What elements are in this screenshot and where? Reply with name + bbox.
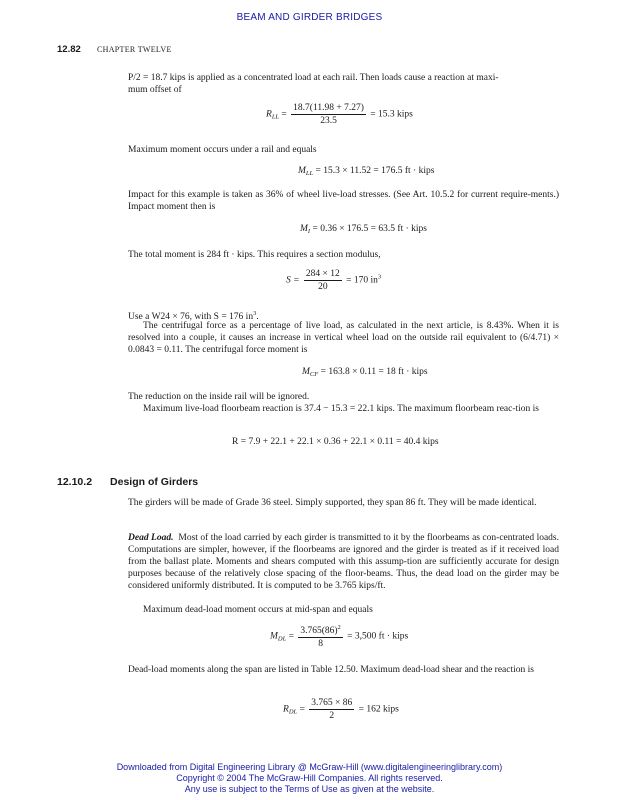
footer-copyright: Copyright © 2004 The McGraw-Hill Companies. All rights reserved. — [176, 773, 443, 783]
section-title: Design of Girders — [110, 476, 199, 488]
eq7-num-sup: 2 — [337, 624, 341, 631]
equation-m-i — [300, 224, 427, 235]
paragraph-1-line-1: P/2 = 18.7 kips is applied as a concentrated load at each rail. Then loads cause a reaction at maxi- — [128, 73, 499, 83]
eq1-sub: LL — [271, 113, 280, 121]
footer-terms: Any use is subject to the Terms of Use as given at the website. — [184, 784, 435, 794]
dead-load-lead: Dead Load. — [128, 533, 174, 543]
eq7-fraction — [298, 624, 342, 649]
eq8-lhs: R — [283, 704, 289, 715]
section-heading — [57, 476, 198, 488]
eq5-rhs: = 163.8 × 0.11 = 18 ft · kips — [318, 367, 428, 377]
eq4-lhs: S = — [286, 275, 300, 286]
eq2-lhs: M — [298, 166, 306, 176]
chapter-label: CHAPTER TWELVE — [97, 45, 172, 54]
p5-sup: 3 — [253, 310, 257, 317]
eq4-rhs: = 170 in — [346, 275, 378, 286]
equation-floorbeam-reaction: R = 7.9 + 22.1 + 22.1 × 0.36 + 22.1 × 0.11 = 40.4 kips — [232, 437, 439, 447]
eq2-sub: LL — [305, 170, 314, 177]
eq3-sub: I — [307, 228, 311, 235]
eq7-sub: DL — [277, 635, 287, 643]
equation-section-modulus — [286, 269, 381, 292]
paragraph-2: Maximum moment occurs under a rail and equals — [128, 145, 317, 155]
paragraph-7: The reduction on the inside rail will be ignored. — [128, 392, 310, 402]
eq2-rhs: = 15.3 × 11.52 = 176.5 ft · kips — [313, 166, 435, 176]
running-header-banner: BEAM AND GIRDER BRIDGES — [236, 12, 383, 23]
p10-text: Most of the load carried by each girder is transmitted to it by the floorbeams as con-centrated loads. Computations are simpler, however, if the floorbeams are ignored and the girder is treated as if it received load from the ballast plate. Moments and shears computed with this assump-tion are sufficiently accurate for design purposes because of the relatively close spacing of the floor-beams. Thus, the dead load on the girder may be considered uniformly distributed. It is computed to be 3.765 kips/ft. — [128, 533, 560, 591]
paragraph-1-line-2: mum offset of — [128, 85, 182, 95]
eq7-denominator: 8 — [318, 639, 323, 649]
eq8-numerator: 3.765 × 86 — [311, 698, 353, 708]
equation-m-dl: $M_{DL}$ = $\frac{3.765(86)^2}{8}$ = 3,500 ft · kips — [270, 624, 409, 649]
paragraph-10 — [128, 532, 559, 592]
p5-end: . — [256, 312, 259, 322]
paragraph-4: The total moment is 284 ft · kips. This requires a section modulus, — [128, 250, 381, 260]
eq4-numerator: 284 × 12 — [305, 269, 340, 279]
eq1-denominator: 23.5 — [320, 116, 337, 126]
eq4-denominator: 20 — [318, 282, 328, 292]
eq4-sup: 3 — [377, 273, 382, 281]
eq1-fraction — [291, 103, 366, 126]
eq7-num-text: 3.765(86) — [300, 626, 338, 636]
eq1-numerator: 18.7(11.98 + 7.27) — [293, 103, 364, 113]
eq7-rhs: = 3,500 ft · kips — [347, 631, 409, 642]
paragraph-8: Maximum live-load floorbeam reaction is 37.4 − 15.3 = 22.1 kips. The maximum floorbeam reac-tion is — [143, 404, 539, 414]
footer-notice — [0, 762, 619, 795]
eq5-sub: CF — [309, 371, 319, 378]
p5-text: Use a W24 × 76, with S = 176 in — [128, 312, 254, 322]
equation-m-cf — [302, 367, 428, 378]
equation-r-dl: $R_{DL}$ = $\frac{3.765 \times 86}{2}$ = 162 kips — [283, 698, 399, 721]
eq1-rhs: = 15.3 kips — [370, 109, 413, 120]
eq3-rhs: = 0.36 × 176.5 = 63.5 ft · kips — [310, 224, 427, 234]
paragraph-6: The centrifugal force as a percentage of live load, as calculated in the next article, is 8.43%. When it is resolved into a couple, it causes an increase in vertical wheel load on the outside rail equivalent to (6/4.71) × 0.0843 = 0.11. The centrifugal force moment is — [128, 321, 559, 355]
eq8-rhs: = 162 kips — [358, 704, 399, 715]
eq7-numerator — [298, 624, 342, 638]
eq3-lhs: M — [300, 224, 308, 234]
paragraph-12: Dead-load moments along the span are listed in Table 12.50. Maximum dead-load shear and the reaction is — [128, 665, 534, 675]
footer-download-link[interactable]: Downloaded from Digital Engineering Library @ McGraw-Hill (www.digitalengineeringlibrary.com) — [116, 762, 503, 772]
eq5-lhs: M — [302, 367, 310, 377]
equation-r-ll: $R_{LL}$ = $\frac{18.7(11.98 + 7.27)}{23.5}$ = 15.3 kips — [266, 103, 413, 126]
paragraph-9: The girders will be made of Grade 36 steel. Simply supported, they span 86 ft. They will be made identical. — [128, 498, 537, 508]
equation-m-ll — [298, 166, 434, 177]
section-number: 12.10.2 — [57, 476, 93, 488]
eq1-lhs: R — [266, 109, 272, 120]
paragraph-11: Maximum dead-load moment occurs at mid-span and equals — [143, 605, 373, 615]
paragraph-3: Impact for this example is taken as 36% of wheel live-load stresses. (See Art. 10.5.2 for current require-ments.) Impact moment then is — [128, 190, 559, 212]
eq8-fraction — [309, 698, 354, 721]
eq4-fraction — [304, 269, 342, 292]
eq7-lhs: M — [270, 631, 278, 642]
page-number: 12.82 — [57, 44, 81, 55]
eq8-sub: DL — [288, 708, 298, 716]
eq8-denominator: 2 — [329, 711, 335, 721]
